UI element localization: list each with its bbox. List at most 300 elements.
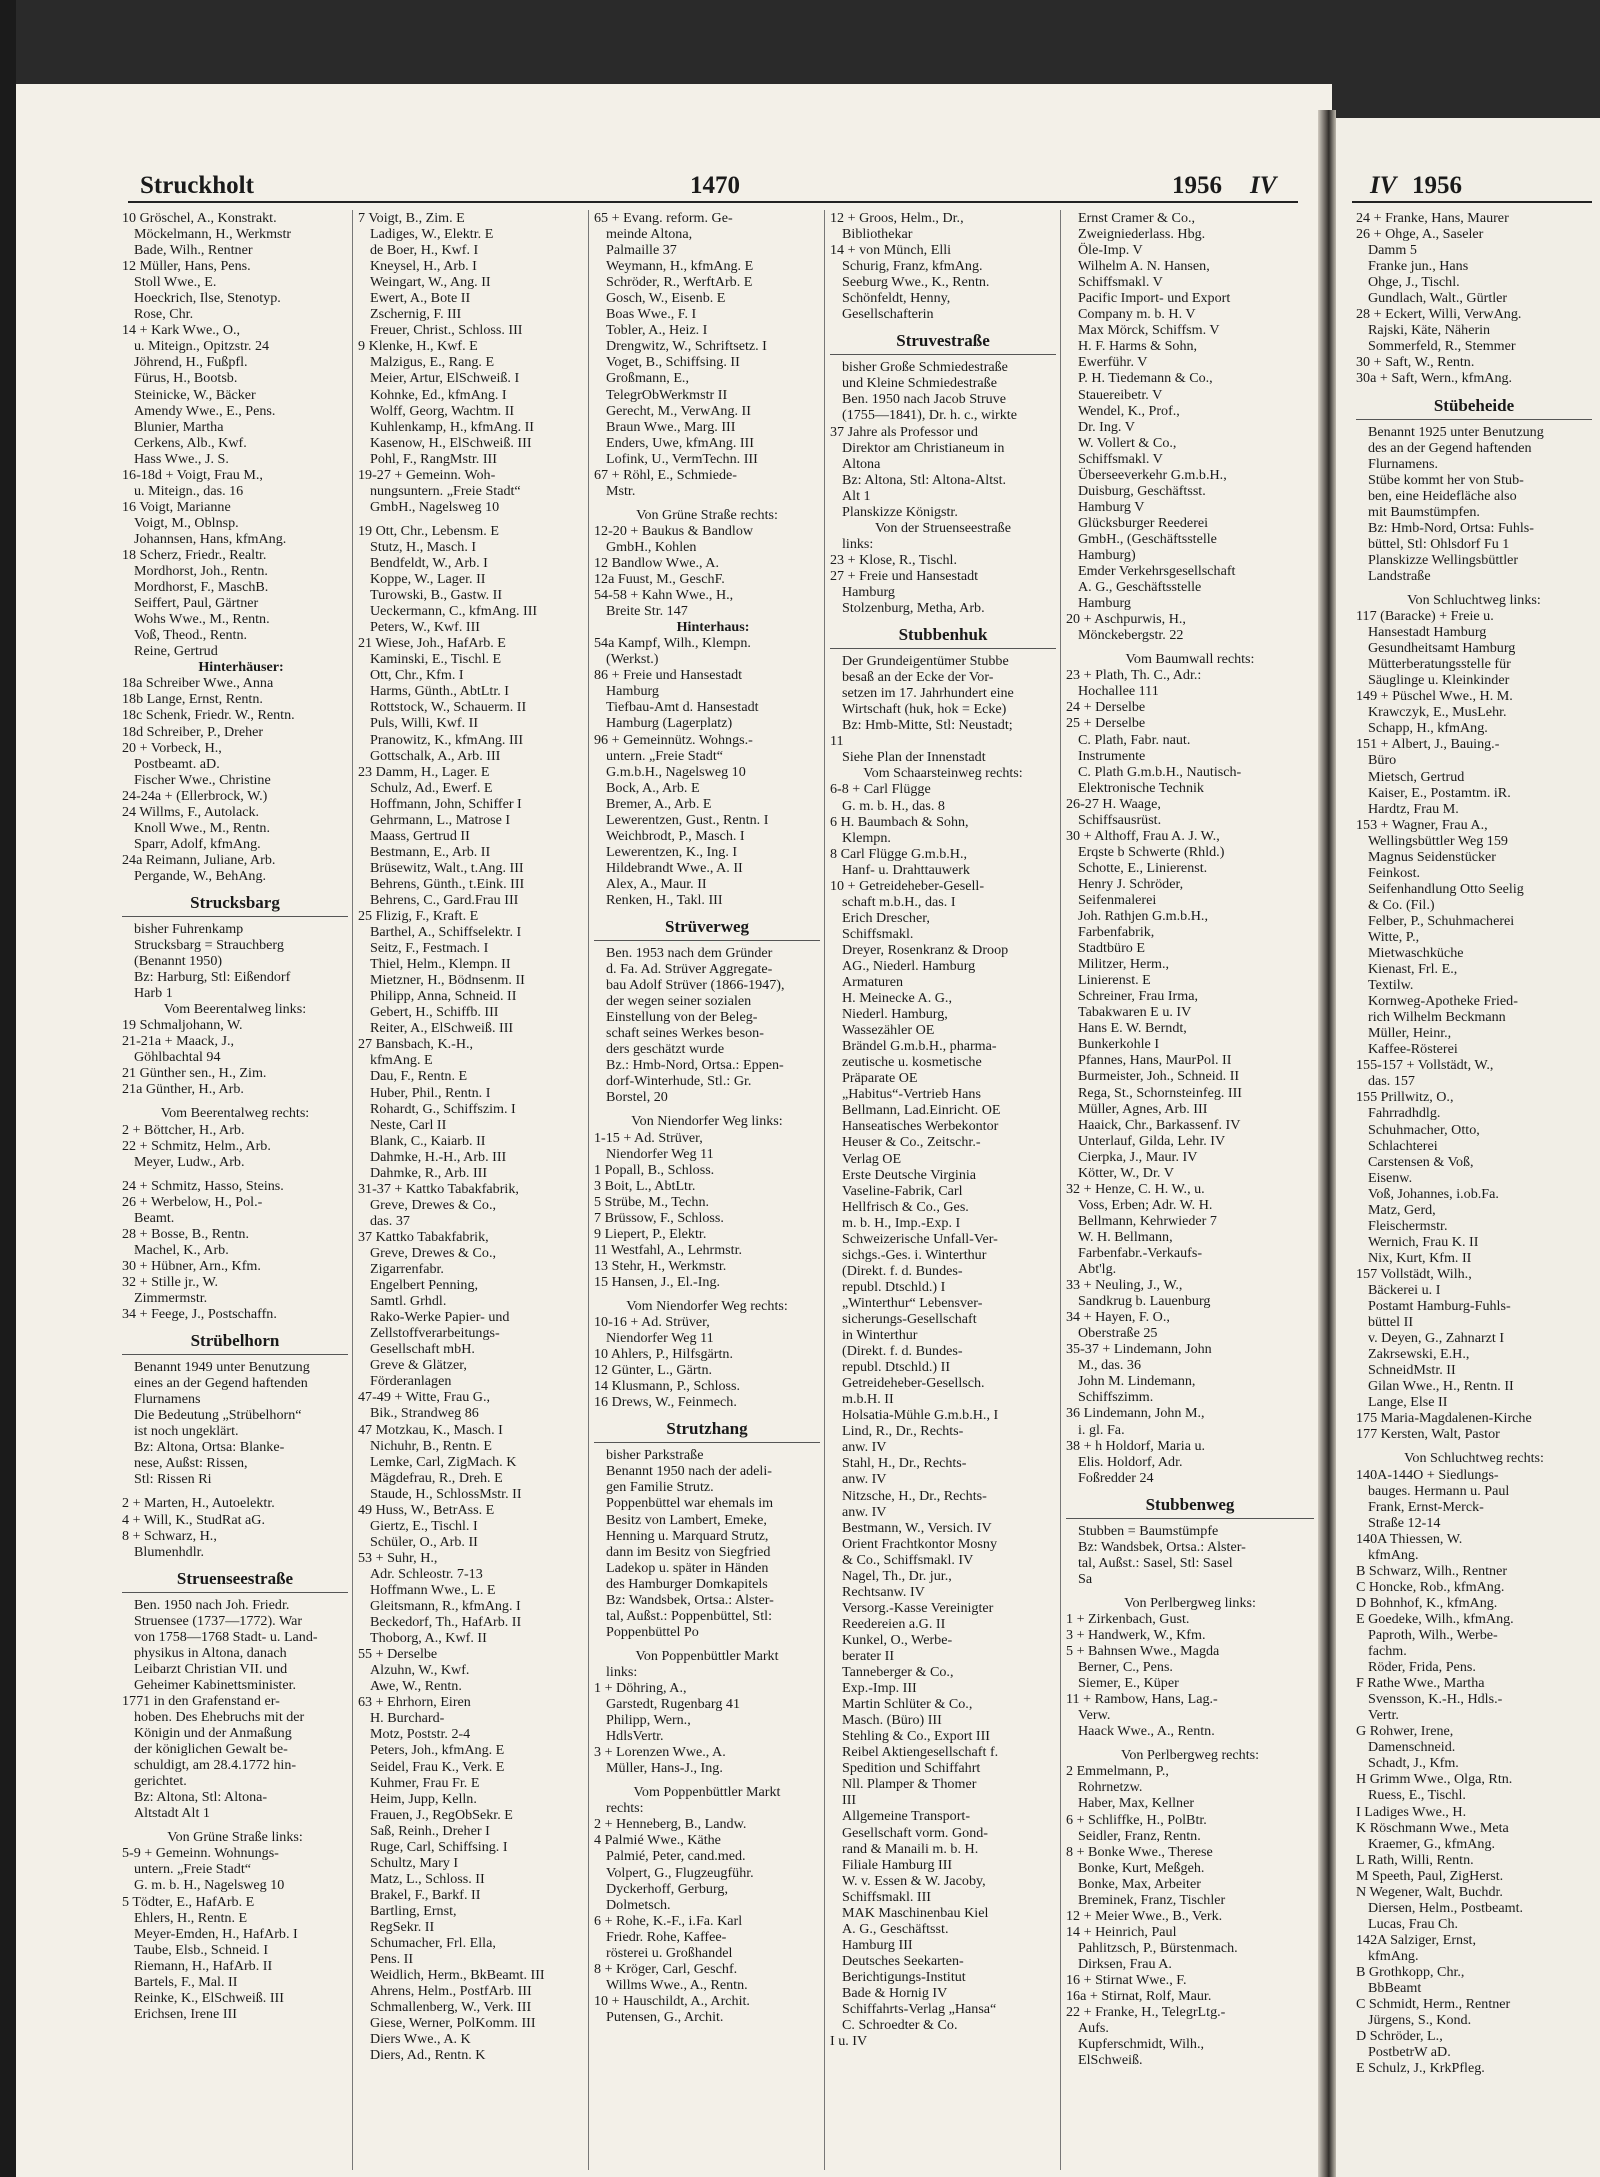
directory-line: Brakel, F., Barkf. II: [370, 1886, 481, 1903]
directory-entry: 3 Boit, L., AbtLtr.: [594, 1177, 696, 1194]
directory-line: Zakrsewski, E.H.,: [1368, 1346, 1470, 1363]
directory-line: Meier, Artur, ElSchweiß. I: [370, 370, 520, 387]
page-number: 1470: [690, 172, 740, 199]
directory-entry: 6-8 + Carl Flügge: [830, 781, 931, 798]
directory-line: Pacific Import- und Export: [1078, 290, 1231, 307]
directory-line: Kötter, W., Dr. V: [1078, 1164, 1174, 1181]
directory-line: Matz, Gerd,: [1368, 1201, 1436, 1218]
directory-column-2: [358, 210, 584, 2170]
directory-line: Schulz, Ad., Ewerf. E: [370, 779, 493, 796]
directory-line: links:: [842, 535, 874, 552]
directory-entry: 1 + Zirkenbach, Gust.: [1066, 1610, 1190, 1627]
directory-entry: 20 + Aschpurwis, H.,: [1066, 611, 1186, 628]
directory-line: Kneysel, H., Arb. I: [370, 258, 477, 275]
directory-line: Paproth, Wilh., Werbe-: [1368, 1626, 1498, 1643]
directory-line: Riemann, H., HafArb. II: [134, 1957, 273, 1974]
directory-line: Gerecht, M., VerwAng. II: [606, 402, 751, 419]
directory-line: Reedereien a.G. II: [842, 1615, 946, 1632]
directory-line: Benannt 1949 unter Benutzung: [134, 1359, 310, 1376]
header-rule-next: [1352, 201, 1592, 203]
directory-entry: 16 Voigt, Marianne: [122, 498, 231, 515]
directory-line: Saß, Reinh., Dreher I: [370, 1822, 490, 1839]
directory-line: Harb 1: [134, 985, 173, 1002]
directory-entry: 4 Palmié Wwe., Käthe: [594, 1832, 721, 1849]
directory-line: Besitz von Lambert, Emeke,: [606, 1511, 767, 1528]
directory-line: W. H. Bellmann,: [1078, 1228, 1173, 1245]
directory-entry: 21a Günther, H., Arb.: [122, 1081, 244, 1098]
directory-entry: 12-20 + Baukus & Bandlow: [594, 522, 754, 539]
directory-entry: 5 Strübe, M., Techn.: [594, 1193, 710, 1210]
directory-entry: 18 Scherz, Friedr., Realtr.: [122, 546, 267, 563]
directory-line: Mstr.: [606, 482, 636, 499]
directory-entry: 18b Lange, Ernst, Rentn.: [122, 691, 263, 708]
directory-line: Ladekop u. später in Händen: [606, 1559, 769, 1576]
directory-line: Schreiner, Frau Irma,: [1078, 988, 1198, 1005]
directory-line: Breminek, Franz, Tischler: [1078, 1891, 1226, 1908]
directory-line: Erste Deutsche Virginia: [842, 1166, 977, 1183]
directory-line: m.b.H. II: [842, 1391, 894, 1408]
directory-line: Damm 5: [1368, 242, 1417, 259]
directory-line: Schapp, H., kfmAng.: [1368, 720, 1488, 737]
directory-line: GmbH., (Geschäftsstelle: [1078, 530, 1217, 547]
directory-line: und Kleine Schmiedestraße: [842, 375, 997, 392]
directory-line: ElSchweiß.: [1078, 2052, 1143, 2069]
directory-line: Dirksen, Frau A.: [1078, 1955, 1172, 1972]
directory-entry: 47-49 + Witte, Frau G.,: [358, 1389, 490, 1406]
direction-note: Vom Beerentalweg rechts:: [160, 1105, 310, 1122]
directory-line: Schiffsmakl. III: [842, 1888, 931, 1905]
directory-line: Siemer, E., Küper: [1078, 1675, 1179, 1692]
directory-line: GmbH., Kohlen: [606, 538, 697, 555]
directory-line: Hamburg (Lagerplatz): [606, 715, 733, 732]
directory-line: Vertr.: [1368, 1707, 1399, 1724]
directory-line: gerichtet.: [134, 1773, 187, 1790]
direction-note: Von Grüne Straße links:: [167, 1829, 303, 1846]
directory-line: Wernich, Frau K. II: [1368, 1233, 1479, 1250]
directory-entry: 30a + Saft, Wern., kfmAng.: [1356, 370, 1513, 387]
directory-line: sichgs.-Ges. i. Winterthur: [842, 1246, 987, 1263]
directory-line: Straße 12-14: [1368, 1514, 1441, 1531]
directory-line: Greve & Glätzer,: [370, 1357, 467, 1374]
directory-line: Wassezähler OE: [842, 1022, 935, 1039]
directory-line: bisher Große Schmiedestraße: [842, 359, 1008, 376]
directory-line: besaß an der Ecke der Vor-: [842, 669, 994, 686]
directory-entry: 140A-144O + Siedlungs-: [1356, 1466, 1499, 1483]
directory-line: Hinterhäuser:: [198, 659, 284, 676]
directory-line: Schuhmacher, Otto,: [1368, 1121, 1480, 1138]
directory-line: Rechtsanw. IV: [842, 1583, 925, 1600]
directory-line: bauges. Hermann u. Paul: [1368, 1482, 1510, 1499]
spacer: [594, 499, 820, 507]
directory-line: Puls, Willi, Kwf. II: [370, 715, 479, 732]
directory-entry: 30 + Althoff, Frau A. J. W.,: [1066, 827, 1220, 844]
directory-line: Fürus, H., Bootsb.: [134, 370, 238, 387]
directory-line: von 1758—1768 Stadt- u. Land-: [134, 1628, 318, 1645]
directory-line: Förderanlagen: [370, 1373, 452, 1390]
directory-entry: 25 + Derselbe: [1066, 715, 1146, 732]
directory-entry: 32 + Stille jr., W.: [122, 1273, 219, 1290]
directory-line: Hamburg: [606, 683, 659, 700]
directory-line: Sommerfeld, R., Stemmer: [1368, 338, 1516, 355]
directory-line: Armaturen: [842, 974, 904, 991]
directory-line: C. Schroedter & Co.: [842, 2017, 958, 2034]
directory-line: setzen im 17. Jahrhundert eine: [842, 685, 1014, 702]
spacer: [358, 515, 584, 523]
directory-entry: 155-157 + Vollstädt, W.,: [1356, 1057, 1494, 1074]
directory-line: Dahmke, R., Arb. III: [370, 1164, 488, 1181]
directory-line: Mönckebergstr. 22: [1078, 627, 1184, 644]
directory-line: G. m. b. H., Nagelsweg 10: [134, 1877, 285, 1894]
directory-line: Schönfeldt, Henny,: [842, 290, 951, 307]
spacer: [1066, 1739, 1314, 1747]
directory-line: Müller, Agnes, Arb. III: [1078, 1100, 1208, 1117]
directory-line: Dolmetsch.: [606, 1896, 671, 1913]
directory-line: Kaminski, E., Tischl. E: [370, 651, 502, 668]
directory-line: Ott, Chr., Kfm. I: [370, 667, 464, 684]
directory-line: Landstraße: [1368, 567, 1431, 584]
directory-line: Niendorfer Weg 11: [606, 1145, 714, 1162]
directory-line: Meyer, Ludw., Arb.: [134, 1153, 245, 1170]
directory-entry: 23 Damm, H., Lager. E: [358, 763, 490, 780]
directory-line: Flurnamens: [134, 1391, 201, 1408]
directory-line: Tiefbau-Amt d. Hansestadt: [606, 699, 759, 716]
directory-line: Bonke, Max, Arbeiter: [1078, 1875, 1201, 1892]
directory-line: „Habitus“-Vertrieb Hans: [842, 1086, 981, 1103]
directory-line: Alzuhn, W., Kwf.: [370, 1662, 470, 1679]
directory-entry: 175 Maria-Magdalenen-Kirche: [1356, 1410, 1532, 1427]
directory-line: Sparr, Adolf, kfmAng.: [134, 835, 261, 852]
directory-line: untern. „Freie Stadt“: [606, 747, 724, 764]
directory-line: Kaiser, E., Postamtm. iR.: [1368, 784, 1511, 801]
directory-line: Bz: Wandsbek, Ortsa.: Alster-: [606, 1591, 774, 1608]
directory-line: Nitzsche, H., Dr., Rechts-: [842, 1487, 987, 1504]
directory-line: Struensee (1737—1772). War: [134, 1612, 303, 1629]
directory-line: Öle-Imp. V: [1078, 242, 1143, 259]
directory-entry: 9 Klenke, H., Kwf. E: [358, 338, 478, 355]
directory-line: u. Miteign., das. 16: [134, 482, 244, 499]
directory-line: G. m. b. H., das. 8: [842, 797, 945, 814]
directory-entry: 12a Fuust, M., GeschF.: [594, 571, 725, 588]
directory-entry: 12 Bandlow Wwe., A.: [594, 554, 720, 571]
directory-line: Niederl. Hamburg,: [842, 1006, 948, 1023]
directory-line: Schüler, O., Arb. II: [370, 1533, 478, 1550]
directory-line: Gesundheitsamt Hamburg: [1368, 640, 1516, 657]
directory-line: Stadtbüro E: [1078, 940, 1145, 957]
directory-line: Postbeamt. aD.: [134, 755, 220, 772]
directory-line: Weichbrodt, P., Masch. I: [606, 827, 745, 844]
directory-line: Zellstoffverarbeitungs-: [370, 1325, 500, 1342]
direction-note: Von Perlbergweg links:: [1124, 1594, 1256, 1611]
running-head-street: Struckholt: [140, 172, 254, 199]
directory-line: Verlag OE: [842, 1150, 902, 1167]
directory-line: Kornweg-Apotheke Fried-: [1368, 993, 1518, 1010]
directory-line: Lind, R., Dr., Rechts-: [842, 1423, 964, 1440]
directory-line: Stutz, H., Masch. I: [370, 538, 477, 555]
directory-line: Dyckerhoff, Gerburg,: [606, 1880, 728, 1897]
directory-line: Henry J. Schröder,: [1078, 875, 1184, 892]
directory-line: Seiffert, Paul, Gärtner: [134, 595, 259, 612]
directory-line: hoben. Des Ehebruchs mit der: [134, 1708, 305, 1725]
directory-line: Breite Str. 147: [606, 603, 688, 620]
directory-line: Company m. b. H. V: [1078, 306, 1196, 323]
directory-line: Feinkost.: [1368, 864, 1421, 881]
directory-line: anw. IV: [842, 1471, 887, 1488]
directory-line: Diers Wwe., A. K: [370, 2031, 471, 2048]
directory-entry: K Röschmann Wwe., Meta: [1356, 1819, 1509, 1836]
directory-line: Gilan Wwe., H., Rentn. II: [1368, 1378, 1514, 1395]
directory-line: III: [842, 1792, 857, 1809]
directory-entry: 5-9 + Gemeinn. Wohnungs-: [122, 1845, 279, 1862]
directory-line: Mordhorst, Joh., Rentn.: [134, 563, 268, 580]
directory-line: Möckelmann, H., Werkmstr: [134, 226, 292, 243]
directory-line: Bz: Hmb-Nord, Ortsa: Fuhls-: [1368, 519, 1534, 536]
directory-entry: 10 Ahlers, P., Hilfsgärtn.: [594, 1346, 733, 1363]
directory-line: Joh. Rathjen G.m.b.H.,: [1078, 908, 1208, 925]
directory-line: mit Baumstümpfen.: [1368, 503, 1480, 520]
directory-entry: 1 Popall, B., Schloss.: [594, 1161, 715, 1178]
directory-line: A. G., Geschäftsst.: [842, 1920, 949, 1937]
directory-entry: 12 + Meier Wwe., B., Verk.: [1066, 1907, 1223, 1924]
directory-line: Putensen, G., Archit.: [606, 2008, 724, 2025]
directory-entry: 31-37 + Kattko Tabakfabrik,: [358, 1180, 519, 1197]
directory-line: Ruge, Carl, Schiffsing. I: [370, 1838, 508, 1855]
directory-entry: 11: [830, 733, 844, 750]
directory-line: Behrens, Günth., t.Eink. III: [370, 875, 525, 892]
directory-line: Leibarzt Christian VII. und: [134, 1660, 288, 1677]
directory-line: Heuser & Co., Zeitschr.-: [842, 1134, 981, 1151]
directory-line: Jöhrend, H., Fußpfl.: [134, 354, 248, 371]
directory-line: bisher Fuhrenkamp: [134, 920, 244, 937]
directory-entry: 6 + Schliffke, H., PolBtr.: [1066, 1811, 1207, 1828]
directory-entry: 18d Schreiber, P., Dreher: [122, 723, 264, 740]
directory-entry: 19 Ott, Chr., Lebensm. E: [358, 522, 499, 539]
directory-line: nungsuntern. „Freie Stadt“: [370, 482, 521, 499]
directory-line: Palmié, Peter, cand.med.: [606, 1848, 746, 1865]
directory-entry: 13 Stehr, H., Werkmstr.: [594, 1257, 727, 1274]
directory-line: Gehrmann, L., Matrose I: [370, 811, 511, 828]
directory-line: Adr. Schleostr. 7-13: [370, 1565, 483, 1582]
directory-entry: 34 + Hayen, F. O.,: [1066, 1309, 1170, 1326]
directory-line: Orient Frachtkontor Mosny: [842, 1535, 998, 1552]
directory-column-1: [122, 210, 348, 2170]
directory-entry: 16 + Stirnat Wwe., F.: [1066, 1971, 1187, 1988]
directory-line: Awe, W., Rentn.: [370, 1678, 462, 1695]
directory-line: dann im Besitz von Siegfried: [606, 1543, 771, 1560]
directory-line: Poppenbüttel war ehemals im: [606, 1495, 774, 1512]
directory-entry: 177 Kersten, Walt, Pastor: [1356, 1426, 1500, 1443]
directory-entry: 36 Lindemann, John M.,: [1066, 1405, 1205, 1422]
directory-line: Pohl, F., RangMstr. III: [370, 450, 497, 467]
directory-entry: 16a + Stirnat, Rolf, Maur.: [1066, 1988, 1212, 2005]
column-rule: [824, 210, 825, 2170]
directory-line: Huber, Phil., Rentn. I: [370, 1084, 491, 1101]
directory-entry: 49 Huss, W., BetrAss. E: [358, 1501, 495, 1518]
street-heading: Strucksbarg: [122, 890, 348, 917]
directory-line: tal, Außst.: Sasel, Stl: Sasel: [1078, 1554, 1233, 1571]
directory-line: Freuer, Christ., Schloss. III: [370, 322, 523, 339]
directory-line: Bestmann, E., Arb. II: [370, 843, 491, 860]
directory-line: Mietsch, Gertrud: [1368, 768, 1465, 785]
directory-entry: 1771 in den Grafenstand er-: [122, 1692, 280, 1709]
directory-line: Peters, W., Kwf. III: [370, 619, 480, 636]
directory-entry: 24-24a + (Ellerbrock, W.): [122, 787, 268, 804]
directory-entry: 22 + Schmitz, Helm., Arb.: [122, 1137, 271, 1154]
directory-line: Erqste b Schwerte (Rhld.): [1078, 843, 1225, 860]
directory-line: Stolzenburg, Metha, Arb.: [842, 600, 985, 617]
directory-line: John M. Lindemann,: [1078, 1373, 1196, 1390]
directory-entry: G Rohwer, Irene,: [1356, 1723, 1454, 1740]
directory-line: Seeburg Wwe., K., Rentn.: [842, 274, 990, 291]
directory-line: Friedr. Rohe, Kaffee-: [606, 1928, 727, 1945]
directory-line: BbBeamt: [1368, 1980, 1422, 1997]
directory-line: Voss, Erben; Adr. W. H.: [1078, 1196, 1213, 1213]
running-head-year-next: 1956: [1412, 172, 1462, 199]
directory-line: Bz: Hmb-Mitte, Stl: Neustadt;: [842, 717, 1013, 734]
directory-entry: 11 Westfahl, A., Lehrmstr.: [594, 1241, 743, 1258]
directory-line: Hoffmann, John, Schiffer I: [370, 795, 522, 812]
directory-line: rechts:: [606, 1800, 644, 1817]
directory-entry: 63 + Ehrhorn, Eiren: [358, 1694, 471, 1711]
directory-line: PostbetrW aD.: [1368, 2044, 1451, 2061]
directory-line: Beamt.: [134, 1209, 175, 1226]
directory-line: Fleischermstr.: [1368, 1217, 1448, 1234]
directory-line: Turowski, B., Gastw. II: [370, 587, 503, 604]
directory-line: Rottstock, W., Schauerm. II: [370, 699, 527, 716]
directory-entry: 22 + Franke, H., TelegrLtg.-: [1066, 2004, 1226, 2021]
directory-line: tal, Außst.: Poppenbüttel, Stl:: [606, 1607, 773, 1624]
directory-line: Drengwitz, W., Schriftsetz. I: [606, 338, 767, 355]
directory-line: Schlachterei: [1368, 1137, 1438, 1154]
directory-line: Hardtz, Frau M.: [1368, 800, 1459, 817]
directory-entry: 14 + von Münch, Elli: [830, 242, 952, 259]
running-head-part-next: IV: [1370, 172, 1397, 199]
directory-line: Beckedorf, Th., HafArb. II: [370, 1614, 522, 1631]
directory-line: Franke jun., Hans: [1368, 258, 1469, 275]
directory-line: Bendfeldt, W., Arb. I: [370, 554, 488, 571]
directory-entry: 12 + Groos, Helm., Dr.,: [830, 210, 964, 226]
directory-entry: 55 + Derselbe: [358, 1646, 438, 1663]
directory-line: Klempn.: [842, 829, 891, 846]
directory-line: Motz, Poststr. 2-4: [370, 1726, 471, 1743]
spacer: [122, 1821, 348, 1829]
spacer: [594, 1290, 820, 1298]
directory-line: der königlichen Gewalt be-: [134, 1741, 288, 1758]
directory-entry: 86 + Freie und Hansestadt: [594, 667, 743, 684]
directory-line: Philipp, Wern.,: [606, 1712, 691, 1729]
directory-entry: 54-58 + Kahn Wwe., H.,: [594, 587, 734, 604]
directory-line: H. Burchard-: [370, 1710, 445, 1727]
directory-line: Ben. 1953 nach dem Gründer: [606, 945, 773, 962]
directory-entry: 157 Vollstädt, Wilh.,: [1356, 1265, 1472, 1282]
directory-line: Reiter, A., ElSchweiß. III: [370, 1020, 514, 1037]
directory-line: Bestmann, W., Versich. IV: [842, 1519, 992, 1536]
directory-entry: 5 Tödter, E., HafArb. E: [122, 1893, 255, 1910]
directory-line: Bade & Hornig IV: [842, 1984, 948, 2001]
header-rule: [128, 201, 1298, 203]
street-heading: Strübelhorn: [122, 1328, 348, 1355]
direction-note: Vom Schaarsteinweg rechts:: [863, 765, 1023, 782]
directory-entry: 24 + Derselbe: [1066, 699, 1146, 716]
directory-entry: 14 + Kark Wwe., O.,: [122, 322, 241, 339]
directory-line: Schiffsmakl. V: [1078, 274, 1163, 291]
directory-line: Alex, A., Maur. II: [606, 875, 707, 892]
directory-line: kfmAng. E: [370, 1052, 433, 1069]
directory-line: Wolff, Georg, Wachtm. II: [370, 402, 515, 419]
directory-line: Sa: [1078, 1570, 1093, 1587]
directory-line: nese, Außst: Rissen,: [134, 1455, 248, 1472]
directory-line: Frauen, J., RegObSekr. E: [370, 1806, 513, 1823]
directory-line: Nichuhr, B., Rentn. E: [370, 1437, 492, 1454]
directory-entry: 28 + Eckert, Willi, VerwAng.: [1356, 306, 1522, 323]
directory-line: Kupferschmidt, Wilh.,: [1078, 2036, 1204, 2053]
directory-line: (Werkst.): [606, 651, 659, 668]
directory-entry: 28 + Bosse, B., Rentn.: [122, 1225, 249, 1242]
column-rule: [1060, 210, 1061, 2170]
directory-line: Gosch, W., Eisenb. E: [606, 290, 726, 307]
direction-note: Vom Niendorfer Weg rechts:: [626, 1298, 788, 1314]
directory-line: Weingart, W., Ang. II: [370, 274, 491, 291]
directory-line: Frank, Ernst-Merck-: [1368, 1498, 1484, 1515]
directory-line: Seidler, Franz, Rentn.: [1078, 1827, 1201, 1844]
directory-line: Königin und der Anmaßung: [134, 1725, 292, 1742]
directory-line: Stahl, H., Dr., Rechts-: [842, 1455, 967, 1472]
directory-line: Garstedt, Rugenbarg 41: [606, 1696, 740, 1713]
directory-line: bisher Parkstraße: [606, 1447, 704, 1464]
directory-line: Hoffmann Wwe., L. E: [370, 1581, 496, 1598]
directory-line: Palmaille 37: [606, 242, 677, 259]
directory-entry: D Schröder, L.,: [1356, 2028, 1443, 2045]
directory-line: Bz: Altona, Stl: Altona-: [134, 1789, 268, 1806]
directory-line: Müller, Hans-J., Ing.: [606, 1760, 723, 1777]
directory-line: Vaseline-Fabrik, Carl: [842, 1182, 963, 1199]
directory-line: Gleitsmann, R., kfmAng. I: [370, 1598, 521, 1615]
directory-line: anw. IV: [842, 1503, 887, 1520]
directory-entry: 16-18d + Voigt, Frau M.,: [122, 466, 263, 483]
directory-line: Bremer, A., Arb. E: [606, 795, 712, 812]
directory-line: Bellmann, Kehrwieder 7: [1078, 1212, 1217, 1229]
directory-line: Verw.: [1078, 1707, 1111, 1724]
directory-entry: 5 + Bahnsen Wwe., Magda: [1066, 1643, 1220, 1660]
directory-entry: D Bohnhof, K., kfmAng.: [1356, 1594, 1498, 1611]
directory-line: C. Plath G.m.b.H., Nautisch-: [1078, 763, 1242, 780]
street-heading: Struenseestraße: [122, 1566, 348, 1593]
directory-entry: 24 + Schmitz, Hasso, Steins.: [122, 1177, 284, 1194]
directory-line: W. v. Essen & W. Jacoby,: [842, 1872, 986, 1889]
directory-entry: C Schmidt, Herm., Rentner: [1356, 1996, 1511, 2013]
directory-line: Flurnamens.: [1368, 455, 1439, 472]
directory-line: Voget, B., Schiffsing. II: [606, 354, 740, 371]
directory-line: Poppenbüttel Po: [606, 1623, 699, 1640]
directory-entry: 37 Jahre als Professor und: [830, 423, 978, 440]
directory-line: Kienast, Frl. E.,: [1368, 961, 1458, 978]
directory-entry: 155 Prillwitz, O.,: [1356, 1089, 1454, 1106]
directory-line: C. Plath, Fabr. naut.: [1078, 731, 1191, 748]
directory-line: Wohs Wwe., M., Rentn.: [134, 611, 270, 628]
column-rule: [588, 210, 589, 2170]
directory-line: Hanf- u. Drahttauwerk: [842, 861, 970, 878]
directory-line: Schurig, Franz, kfmAng.: [842, 258, 983, 275]
directory-line: Rohrnetzw.: [1078, 1779, 1143, 1796]
directory-line: Farbenfabrik,: [1078, 924, 1155, 941]
directory-line: Nix, Kurt, Kfm. II: [1368, 1249, 1472, 1266]
directory-line: Krawczyk, E., MusLehr.: [1368, 704, 1507, 721]
directory-line: Kohnke, Ed., kfmAng. I: [370, 386, 507, 403]
directory-entry: B Schwarz, Wilh., Rentner: [1356, 1562, 1508, 1579]
directory-line: Renken, H., Takl. III: [606, 891, 723, 908]
directory-line: Pfannes, Hans, MaurPol. II: [1078, 1052, 1232, 1069]
directory-line: Dr. Ing. V: [1078, 418, 1135, 435]
directory-line: Kuhmer, Frau Fr. E: [370, 1774, 480, 1791]
